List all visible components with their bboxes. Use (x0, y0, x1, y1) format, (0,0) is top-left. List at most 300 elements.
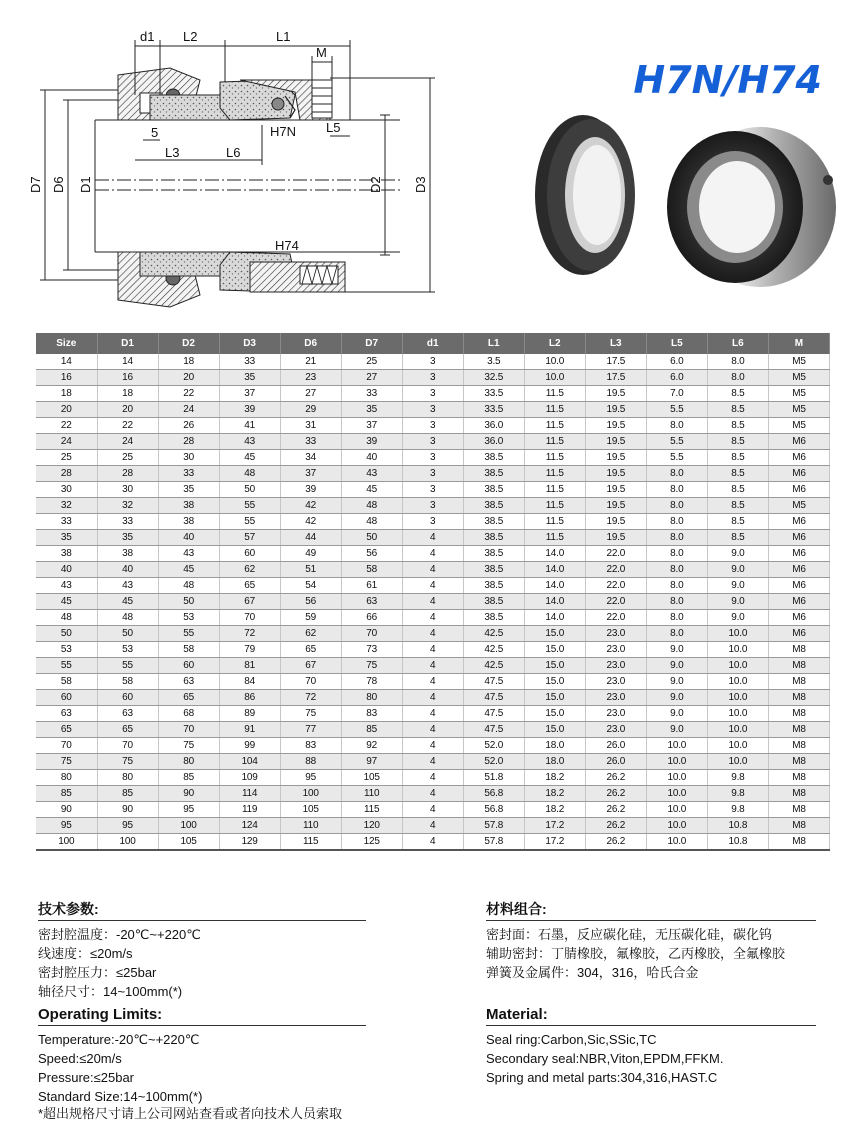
table-cell: 104 (219, 754, 280, 770)
table-cell: 85 (36, 786, 97, 802)
table-cell: 8.5 (707, 434, 768, 450)
table-cell: 5.5 (646, 402, 707, 418)
table-cell: 8.0 (646, 514, 707, 530)
table-row (36, 402, 830, 418)
table-cell: 32 (97, 498, 158, 514)
operating-limits-heading: Operating Limits: (38, 1005, 366, 1026)
table-cell: 39 (219, 402, 280, 418)
table-cell: 83 (341, 706, 402, 722)
table-cell: 58 (97, 674, 158, 690)
table-cell: 57 (219, 530, 280, 546)
table-cell: 85 (158, 770, 219, 786)
table-row (36, 370, 830, 386)
table-cell: 4 (402, 594, 463, 610)
table-cell: 35 (219, 370, 280, 386)
table-cell: 19.5 (585, 450, 646, 466)
table-cell: 19.5 (585, 466, 646, 482)
table-cell: 4 (402, 834, 463, 851)
label-D1: D1 (78, 176, 93, 193)
table-cell: 4 (402, 530, 463, 546)
table-cell: 33 (97, 514, 158, 530)
table-cell: 9.0 (646, 658, 707, 674)
table-cell: 7.0 (646, 386, 707, 402)
table-cell: 9.0 (646, 642, 707, 658)
table-cell: 17.2 (524, 834, 585, 851)
table-cell: 11.5 (524, 386, 585, 402)
table-row (36, 482, 830, 498)
table-cell: 23.0 (585, 642, 646, 658)
table-row (36, 626, 830, 642)
product-photo (525, 95, 840, 295)
table-cell: 22 (36, 418, 97, 434)
table-cell: 99 (219, 738, 280, 754)
table-cell: 22.0 (585, 610, 646, 626)
table-row (36, 674, 830, 690)
column-header: L6 (707, 333, 768, 354)
table-cell: 4 (402, 690, 463, 706)
table-cell: 10.0 (646, 738, 707, 754)
table-row (36, 690, 830, 706)
table-row (36, 434, 830, 450)
table-cell: 10.0 (646, 770, 707, 786)
table-cell: 10.0 (646, 786, 707, 802)
table-cell: M6 (768, 514, 829, 530)
material-cn-line: 密封面：石墨，反应碳化硅，无压碳化硅，碳化钨 (486, 927, 773, 942)
table-cell: 100 (280, 786, 341, 802)
table-cell: 72 (280, 690, 341, 706)
table-cell: 55 (36, 658, 97, 674)
material-en (486, 1005, 816, 1087)
table-cell: 50 (36, 626, 97, 642)
table-cell: 8.5 (707, 514, 768, 530)
table-cell: 8.0 (707, 354, 768, 370)
table-cell: 22 (97, 418, 158, 434)
table-cell: 22.0 (585, 594, 646, 610)
table-body (36, 354, 830, 850)
table-cell: 72 (219, 626, 280, 642)
table-cell: 65 (158, 690, 219, 706)
tech-cn-line: 线速度：≤20m/s (38, 946, 133, 961)
table-row (36, 754, 830, 770)
table-cell: M6 (768, 530, 829, 546)
table-cell: 56 (341, 546, 402, 562)
table-cell: 5.5 (646, 450, 707, 466)
table-cell: 26.2 (585, 786, 646, 802)
table-cell: 8.0 (646, 498, 707, 514)
table-cell: 55 (219, 498, 280, 514)
table-cell: 65 (36, 722, 97, 738)
table-cell: 30 (158, 450, 219, 466)
table-cell: 43 (36, 578, 97, 594)
table-cell: M6 (768, 578, 829, 594)
table-cell: 26.0 (585, 754, 646, 770)
table-row (36, 802, 830, 818)
table-cell: 49 (280, 546, 341, 562)
tech-cn-line: 密封腔压力：≤25bar (38, 965, 157, 980)
table-cell: 43 (97, 578, 158, 594)
table-cell: M6 (768, 610, 829, 626)
table-cell: 48 (97, 610, 158, 626)
table-cell: 75 (36, 754, 97, 770)
tech-params-cn-heading: 技术参数: (38, 900, 366, 921)
table-row (36, 818, 830, 834)
table-cell: 33 (219, 354, 280, 370)
table-cell: 55 (219, 514, 280, 530)
table-cell: 10.0 (707, 722, 768, 738)
table-cell: 3 (402, 354, 463, 370)
table-cell: 23.0 (585, 706, 646, 722)
table-cell: 95 (280, 770, 341, 786)
table-cell: 63 (341, 594, 402, 610)
table-cell: 70 (97, 738, 158, 754)
table-cell: 11.5 (524, 434, 585, 450)
table-row (36, 418, 830, 434)
table-cell: 32.5 (463, 370, 524, 386)
table-cell: 19.5 (585, 482, 646, 498)
table-cell: 50 (219, 482, 280, 498)
table-cell: 105 (158, 834, 219, 851)
table-cell: 3 (402, 514, 463, 530)
table-cell: 53 (36, 642, 97, 658)
table-cell: 70 (158, 722, 219, 738)
product-title: H7N/H74 (633, 58, 822, 102)
table-cell: 24 (158, 402, 219, 418)
table-cell: M5 (768, 354, 829, 370)
table-cell: 39 (280, 482, 341, 498)
table-cell: 83 (280, 738, 341, 754)
table-cell: 38 (158, 514, 219, 530)
table-cell: 14.0 (524, 578, 585, 594)
table-cell: 48 (158, 578, 219, 594)
table-cell: 10.0 (707, 674, 768, 690)
table-cell: 58 (158, 642, 219, 658)
table-cell: 26.2 (585, 818, 646, 834)
table-cell: 78 (341, 674, 402, 690)
table-cell: 14 (36, 354, 97, 370)
table-row (36, 738, 830, 754)
table-cell: 62 (219, 562, 280, 578)
table-row (36, 498, 830, 514)
table-cell: 53 (97, 642, 158, 658)
table-cell: M6 (768, 594, 829, 610)
table-cell: 36.0 (463, 418, 524, 434)
table-cell: 81 (219, 658, 280, 674)
table-cell: 10.0 (646, 754, 707, 770)
label-5: 5 (151, 125, 159, 140)
table-cell: 100 (97, 834, 158, 851)
table-cell: 4 (402, 610, 463, 626)
table-row (36, 386, 830, 402)
table-cell: 37 (219, 386, 280, 402)
operating-limits-en (38, 1005, 366, 1106)
table-cell: 75 (341, 658, 402, 674)
table-cell: 4 (402, 722, 463, 738)
table-cell: 38 (97, 546, 158, 562)
table-cell: 3 (402, 498, 463, 514)
table-cell: M6 (768, 450, 829, 466)
table-cell: 100 (158, 818, 219, 834)
table-cell: 25 (341, 354, 402, 370)
table-cell: M8 (768, 722, 829, 738)
material-en-line: Secondary seal:NBR,Viton,EPDM,FFKM. (486, 1051, 724, 1066)
table-cell: 40 (341, 450, 402, 466)
table-row (36, 594, 830, 610)
table-cell: 65 (280, 642, 341, 658)
table-cell: 28 (36, 466, 97, 482)
table-cell: 24 (97, 434, 158, 450)
table-cell: 18.0 (524, 738, 585, 754)
table-cell: 28 (158, 434, 219, 450)
table-cell: 77 (280, 722, 341, 738)
table-cell: 33.5 (463, 386, 524, 402)
table-cell: 85 (341, 722, 402, 738)
table-cell: 58 (36, 674, 97, 690)
table-cell: 63 (97, 706, 158, 722)
table-cell: 73 (341, 642, 402, 658)
table-cell: 4 (402, 626, 463, 642)
table-cell: M8 (768, 786, 829, 802)
table-cell: 57.8 (463, 818, 524, 834)
table-cell: 115 (341, 802, 402, 818)
table-cell: M8 (768, 754, 829, 770)
table-cell: 17.2 (524, 818, 585, 834)
table-cell: 89 (219, 706, 280, 722)
table-cell: 52.0 (463, 754, 524, 770)
table-cell: 45 (219, 450, 280, 466)
table-cell: M8 (768, 690, 829, 706)
material-en-heading: Material: (486, 1005, 816, 1026)
table-cell: 88 (280, 754, 341, 770)
column-header: L5 (646, 333, 707, 354)
table-cell: M6 (768, 626, 829, 642)
table-cell: 42 (280, 498, 341, 514)
table-cell: 10.0 (646, 802, 707, 818)
table-cell: 84 (219, 674, 280, 690)
table-cell: 21 (280, 354, 341, 370)
table-cell: 48 (36, 610, 97, 626)
label-L1: L1 (276, 29, 291, 44)
table-cell: 70 (219, 610, 280, 626)
table-cell: 62 (280, 626, 341, 642)
table-cell: 40 (158, 530, 219, 546)
column-header: D3 (219, 333, 280, 354)
table-header-row (36, 333, 830, 354)
table-cell: 8.5 (707, 482, 768, 498)
table-cell: 9.0 (707, 594, 768, 610)
table-cell: 41 (219, 418, 280, 434)
label-H7N: H7N (270, 124, 297, 139)
table-cell: M6 (768, 466, 829, 482)
label-D6: D6 (51, 176, 66, 193)
table-cell: 33 (341, 386, 402, 402)
table-cell: 42 (280, 514, 341, 530)
table-cell: 9.8 (707, 786, 768, 802)
table-cell: 54 (280, 578, 341, 594)
table-cell: 57.8 (463, 834, 524, 851)
table-cell: 32 (36, 498, 97, 514)
table-cell: 95 (158, 802, 219, 818)
table-cell: 47.5 (463, 674, 524, 690)
table-cell: 55 (158, 626, 219, 642)
table-cell: 47.5 (463, 722, 524, 738)
table-cell: 16 (36, 370, 97, 386)
table-cell: 3 (402, 466, 463, 482)
table-cell: 33 (280, 434, 341, 450)
table-cell: 3 (402, 402, 463, 418)
table-cell: 125 (341, 834, 402, 851)
table-cell: 15.0 (524, 706, 585, 722)
table-cell: 65 (97, 722, 158, 738)
table-row (36, 546, 830, 562)
table-cell: 4 (402, 578, 463, 594)
table-cell: 28 (97, 466, 158, 482)
table-cell: 4 (402, 786, 463, 802)
table-cell: 105 (341, 770, 402, 786)
table-cell: 22 (158, 386, 219, 402)
table-cell: 114 (219, 786, 280, 802)
table-cell: 38.5 (463, 578, 524, 594)
table-cell: 34 (280, 450, 341, 466)
table-cell: 20 (36, 402, 97, 418)
table-cell: 3 (402, 434, 463, 450)
table-cell: 9.0 (707, 578, 768, 594)
table-cell: 4 (402, 562, 463, 578)
table-cell: 19.5 (585, 530, 646, 546)
table-cell: 18 (97, 386, 158, 402)
table-cell: 38.5 (463, 466, 524, 482)
table-row (36, 642, 830, 658)
table-cell: 38.5 (463, 482, 524, 498)
table-cell: 26.2 (585, 834, 646, 851)
table-cell: 10.0 (707, 690, 768, 706)
limits-line: Speed:≤20m/s (38, 1051, 122, 1066)
table-cell: 14.0 (524, 594, 585, 610)
table-cell: 18.0 (524, 754, 585, 770)
table-cell: 43 (219, 434, 280, 450)
label-M: M (316, 45, 327, 60)
table-cell: 40 (36, 562, 97, 578)
table-cell: 11.5 (524, 530, 585, 546)
table-cell: 67 (219, 594, 280, 610)
table-cell: M8 (768, 802, 829, 818)
table-cell: 3 (402, 370, 463, 386)
table-cell: M6 (768, 434, 829, 450)
table-cell: 50 (341, 530, 402, 546)
table-cell: 10.8 (707, 818, 768, 834)
table-cell: 67 (280, 658, 341, 674)
limits-line: Temperature:-20℃~+220℃ (38, 1032, 200, 1047)
label-D3: D3 (413, 176, 428, 193)
table-row (36, 834, 830, 851)
table-cell: 8.0 (646, 610, 707, 626)
table-cell: 3 (402, 450, 463, 466)
table-cell: 15.0 (524, 642, 585, 658)
table-cell: 100 (36, 834, 97, 851)
table-cell: 4 (402, 546, 463, 562)
table-cell: 23.0 (585, 722, 646, 738)
table-row (36, 658, 830, 674)
table-cell: 10.0 (646, 834, 707, 851)
table-cell: 22.0 (585, 578, 646, 594)
table-cell: 19.5 (585, 434, 646, 450)
table-cell: 22.0 (585, 546, 646, 562)
table-cell: 90 (158, 786, 219, 802)
table-cell: 39 (341, 434, 402, 450)
table-cell: M8 (768, 770, 829, 786)
table-cell: 92 (341, 738, 402, 754)
table-cell: 42.5 (463, 626, 524, 642)
table-cell: 60 (158, 658, 219, 674)
table-cell: 38.5 (463, 514, 524, 530)
label-d1: d1 (140, 29, 155, 44)
table-cell: 6.0 (646, 354, 707, 370)
table-cell: M8 (768, 834, 829, 851)
material-cn-line: 弹簧及金属件：304，316，哈氏合金 (486, 965, 699, 980)
table-cell: 8.0 (646, 418, 707, 434)
table-cell: 18 (158, 354, 219, 370)
table-row (36, 514, 830, 530)
table-cell: 11.5 (524, 402, 585, 418)
table-cell: 50 (158, 594, 219, 610)
table-cell: 11.5 (524, 450, 585, 466)
table-cell: 38.5 (463, 610, 524, 626)
table-cell: 47.5 (463, 706, 524, 722)
table-cell: 52.0 (463, 738, 524, 754)
table-cell: 26.2 (585, 802, 646, 818)
table-cell: 4 (402, 754, 463, 770)
column-header: D7 (341, 333, 402, 354)
table-cell: 91 (219, 722, 280, 738)
table-cell: 4 (402, 802, 463, 818)
column-header: D2 (158, 333, 219, 354)
table-cell: M8 (768, 674, 829, 690)
table-cell: 8.5 (707, 386, 768, 402)
column-header: L1 (463, 333, 524, 354)
table-cell: 31 (280, 418, 341, 434)
table-cell: 48 (341, 498, 402, 514)
table-cell: 25 (36, 450, 97, 466)
table-cell: 11.5 (524, 418, 585, 434)
column-header: D6 (280, 333, 341, 354)
table-cell: M8 (768, 738, 829, 754)
table-cell: 40 (97, 562, 158, 578)
table-cell: 18.2 (524, 802, 585, 818)
table-cell: 29 (280, 402, 341, 418)
table-cell: 119 (219, 802, 280, 818)
table-cell: 75 (158, 738, 219, 754)
column-header: d1 (402, 333, 463, 354)
table-cell: 9.0 (646, 690, 707, 706)
table-cell: 17.5 (585, 354, 646, 370)
label-D7: D7 (28, 176, 43, 193)
table-cell: 30 (36, 482, 97, 498)
table-cell: 24 (36, 434, 97, 450)
table-cell: 90 (36, 802, 97, 818)
table-cell: 19.5 (585, 386, 646, 402)
table-cell: 4 (402, 770, 463, 786)
table-cell: 8.0 (646, 594, 707, 610)
table-cell: 45 (36, 594, 97, 610)
table-cell: 60 (97, 690, 158, 706)
table-cell: 9.0 (707, 562, 768, 578)
tech-cn-line: 密封腔温度：-20℃~+220℃ (38, 927, 201, 942)
table-cell: 36.0 (463, 434, 524, 450)
table-cell: 10.8 (707, 834, 768, 851)
table-cell: 80 (158, 754, 219, 770)
table-cell: 11.5 (524, 466, 585, 482)
label-L3: L3 (165, 145, 180, 160)
table-row (36, 530, 830, 546)
